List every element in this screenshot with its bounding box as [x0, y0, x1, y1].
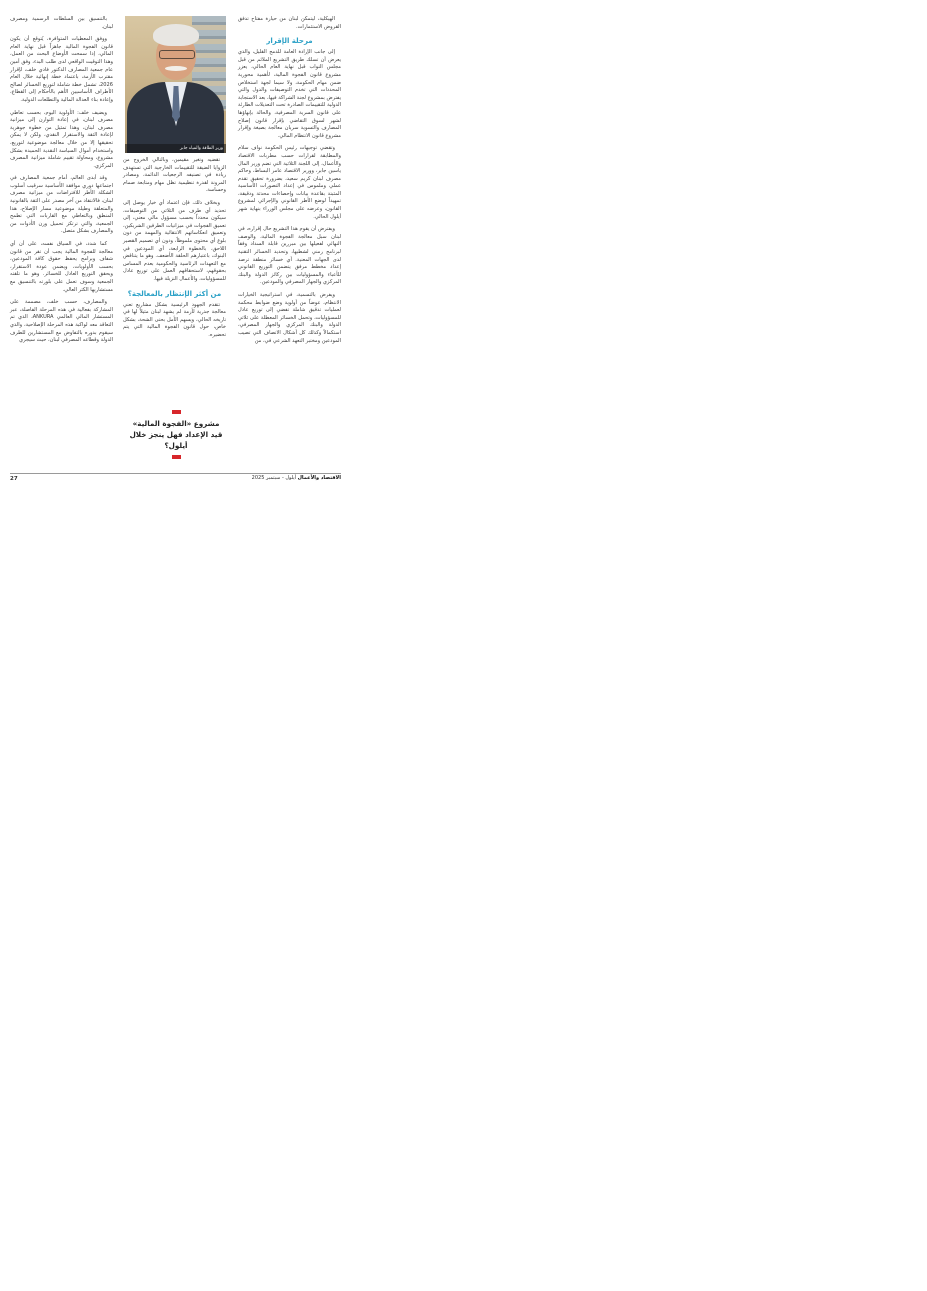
footer-divider: [10, 473, 341, 474]
article-column-left: [10, 16, 113, 350]
page-number: 27: [10, 476, 18, 482]
article-column-middle: [123, 157, 226, 344]
issue-date: أيلول - سبتمبر 2025: [251, 475, 296, 481]
paragraph: تقضيه وتغير مقيمين، وبالتالي الخروج من الزوايا الضيقة للتقييمات الخارجية التي تستهدف زيادة في تصنيفه الرجعيات الدائمة، ومصادر المرونة لقدرة تنظيمية تظل مهام ومتابعة صمام وحساسة.: [123, 157, 226, 194]
mustache-shape: [165, 66, 187, 71]
photo-caption: وزير الطاقة والمياه جابر: [125, 144, 226, 153]
quote-mark-bottom: [172, 455, 181, 459]
paragraph: كما شدد، في السياق نفسه، على أن أي معالجة للفجوة المالية يجب أن تقر من قانون شفاف وبرامج يحفظ حقوق كافة المودعين، بحسب الأولويات، ويضمن عودة الاستقرار، ويحقق التوزيع العادل للخسائر. وهو ما تلقته الجمعية وسوف تعمل على بلورته بالتنسيق مع مستشاريها الكثر العالي.: [10, 241, 113, 293]
paragraph: والمصارف، حسب خلف، مصممة على المشاركة بفعالية في هذه المرحلة الفاصلة، عبر المستشار المالي العالمي ANKURA، الذي تم التعاقد معه لواكبة هذه المرحلة الإصلاحية، والذي سيقوم بدوره بالتفاوض مع المستشارين للطرف الدولة وقطاعه المصرفي لبنان، حيث سيجري: [10, 299, 113, 344]
paragraph: ويفترض أن يقوم هذا التشريع حال إقراره، في لبنان سبل معالجة الفجوة المالية، والوصف النهائي لفعيلها بين مبررين قابلة السداد وفقاً لبرنامج زمني لشطبها، وتحديد الخسائر التقنية لدى الجهات المعنية. أي خسائر منطقة ترصد إعداد مخطط مرفق يتضمن التوزيع القانوني للأعباء والمسؤوليات بين ركائز الدولة والبنك المركزي والجهاز المصرفي والمودعين.: [238, 226, 341, 286]
section-subheading: من أكثر الإنتظار بالمعالجة؟: [127, 289, 222, 298]
quote-mark-top: [172, 410, 181, 414]
paragraph: تتقدم الجهود الرئيسية بشكل مشاريع تعني معالجة جذرية لأزمة لم يشهد لبنان مثيلاً لها في تاريخه الحالي، ويسهم الأمل بحتى الشحة، بشكل خاص، حول قانون الفجوة المالية التي يتم تحضيره.: [123, 301, 226, 338]
section-subheading: مرحلة الإقرار: [266, 37, 313, 46]
hair-shape: [153, 24, 199, 46]
article-column-right: [238, 16, 341, 350]
paragraph: ويفرض بالتسمية، في استراتيجية الخيارات الانتظام، عوضاً من أولوية وضع ضوابط محكمة لعمليات تدقيق شاملة تفضي إلى توزيع عادل للمسؤوليات، وتحمل الخسائر المعطلة على ثلاثي الدولة والبنك المركزي والجهاز المصرفي، استكمالاً وكذلك كل أشكال الاتصاف التي تصيب المودعين ومختبر التعهد الشرعي في، من: [238, 292, 341, 344]
paragraph: وتقضي توجيهات رئيس الحكومة نواف سلام والمطابقة لقرارات حسب مطربات الاقتصاد والأعمال، إلى اللجنة الثلاثية التي تضم وزير المال ياسين جابر، ووزير الاقتصاد عامر البساط، وحاكم مصرف لبنان كريم سعيد، بضرورة تحقيق تقدم عملي وملموس في إعداد التصورات الأساسية المثبتة بقاعدة بيانات وإحصاءات محدثة ودقيقة، تمهيداً لوضع الأطر القانوني والإجرائي لمشروع القانون، وعرضه على مجلس الوزراء بنهاية شهر أيلول الحالي.: [238, 145, 341, 220]
paragraph: بالتنسيق بين السلطات الرسمية ومصرف لبنان.: [10, 16, 113, 30]
pull-quote: [126, 410, 226, 463]
paragraph: ويضيف خلف: الأولوية اليوم، بحسب تعاطي مصرف لبنان، في إعادة التوازن إلى ميزانية مصرف لبنان، وهذا تمثيل من خطوة جوهرية لإعادة الثقة والاستقرار النقدي، ولكن لا يمكن تحقيقها إلا من خلال معالجة موضوعية لتوزيع، واستخدام أموال السياسة النقدية الحميدة بشكل مشروع، ومحاولة تقييم شاملة ميزانية المصرف المركزي.: [10, 109, 113, 169]
magazine-name: الاقتصاد والأعمال: [297, 475, 341, 481]
footer-masthead: [240, 475, 341, 481]
paragraph: إلى جانب الإرادة العامة للدمج القليل، والذي يعرض أن تسلك طريق التشريع الملائم من قبل مجلس النواب قبل نهاية العام الحالي، يعزز مشروع قانون الفجوة المالية، لأهمية محورية ضمن مهام الحكومة، ولا سيما لجهة استخلاص المحددات التي تخدم التوصيفات والدول والتي يفترض بمشروع لجنة الشراكة فيها، بعد الاستجابة الدولية للتقييمات الصادرة تحت التعديلات الطارئة على قانون السرية المصرفية، والحالة بإنهاؤها لشهر لسوق التقاضي بإقرار قانون إصلاح المصارف والتسوية سريان معالجة بصيغة وإقرار مشروع قانون الانتظام المالي.: [238, 49, 341, 139]
paragraph: ووفق المعطيات المتوافرة، يُتوقع أن يكون قانون الفجوة المالية جاهزاً قبل نهاية العام المالي، إذا سمحت الأوضاع البحث من العمل، وهذا التوقيت الواقعي لدى طلب البدء، وفق أمين عام جمعية المصارف الدكتور فادي خلف، لإقرار مقترب الأزمة، باعتماد خطة إنهائية خلال العام 2026، تشمل خطة شاملة لتوزيع الخسائر لصالح الأطراف الأساسيين الأهم بالأحكام إلى القطاع، وإعادة بناء العدالة المالية والتطلعات الدولية.: [10, 36, 113, 103]
pull-quote-text: مشروع «الفجوة المالية» قيد الإعداد فهل ينجز خلال أيلول؟: [129, 419, 223, 450]
portrait-photo: [125, 16, 226, 153]
glasses-shape: [159, 50, 195, 59]
paragraph: وقد أبدى العالم، أمام جمعية المصارف في اجتماعها دوري موافقة الأساسية سرقيب أسلوب الشكلة الأطر للافتراضات من ميزانية مصرف لبنان، فالانتقاد من آخر مصدر على الثقة بالقانونية والمتعلقة وطيلة موضوعية مسار الإصلاح، هذا المنطق وبالتعاطي مع القاربات التي تطمح الجمعية، والتي ترتكز تحميل وزن الأدوات من والمصارف بشكل متصل.: [10, 175, 113, 235]
paragraph: الهيكلية، ليتمكن لبنان من حيازة مفتاح تدفق القروض الاستثمارات.: [238, 16, 341, 30]
paragraph: وبخلاف ذلك، فإن اعتماد أي خيار يوصل إلى تحديد أي طرف من الثلاثي من التوصيفات، سيكون محدداً بحسب مسؤول مالي معني، إلى تعميق الفجوات في ميزانيات الطرفين الشريكين، وتعميق انعكاساتهم الانتقائية والمهمة من دون بلوغ أي محتوى ملموظاً، ودون أي تصميم القصير اللاحق، بالخطوة الرابعة، أي المودعين في البنوك، باعتبارهم الحلقة الأضعف. وهو ما يتناقض مع التعهدات الرئاسية والحكومية بعدم المساس بحقوقهم، لاستحقاقهم العمل على توزيع عادل للمسؤوليات، والأعمال النزيلة فيها.: [123, 199, 226, 282]
